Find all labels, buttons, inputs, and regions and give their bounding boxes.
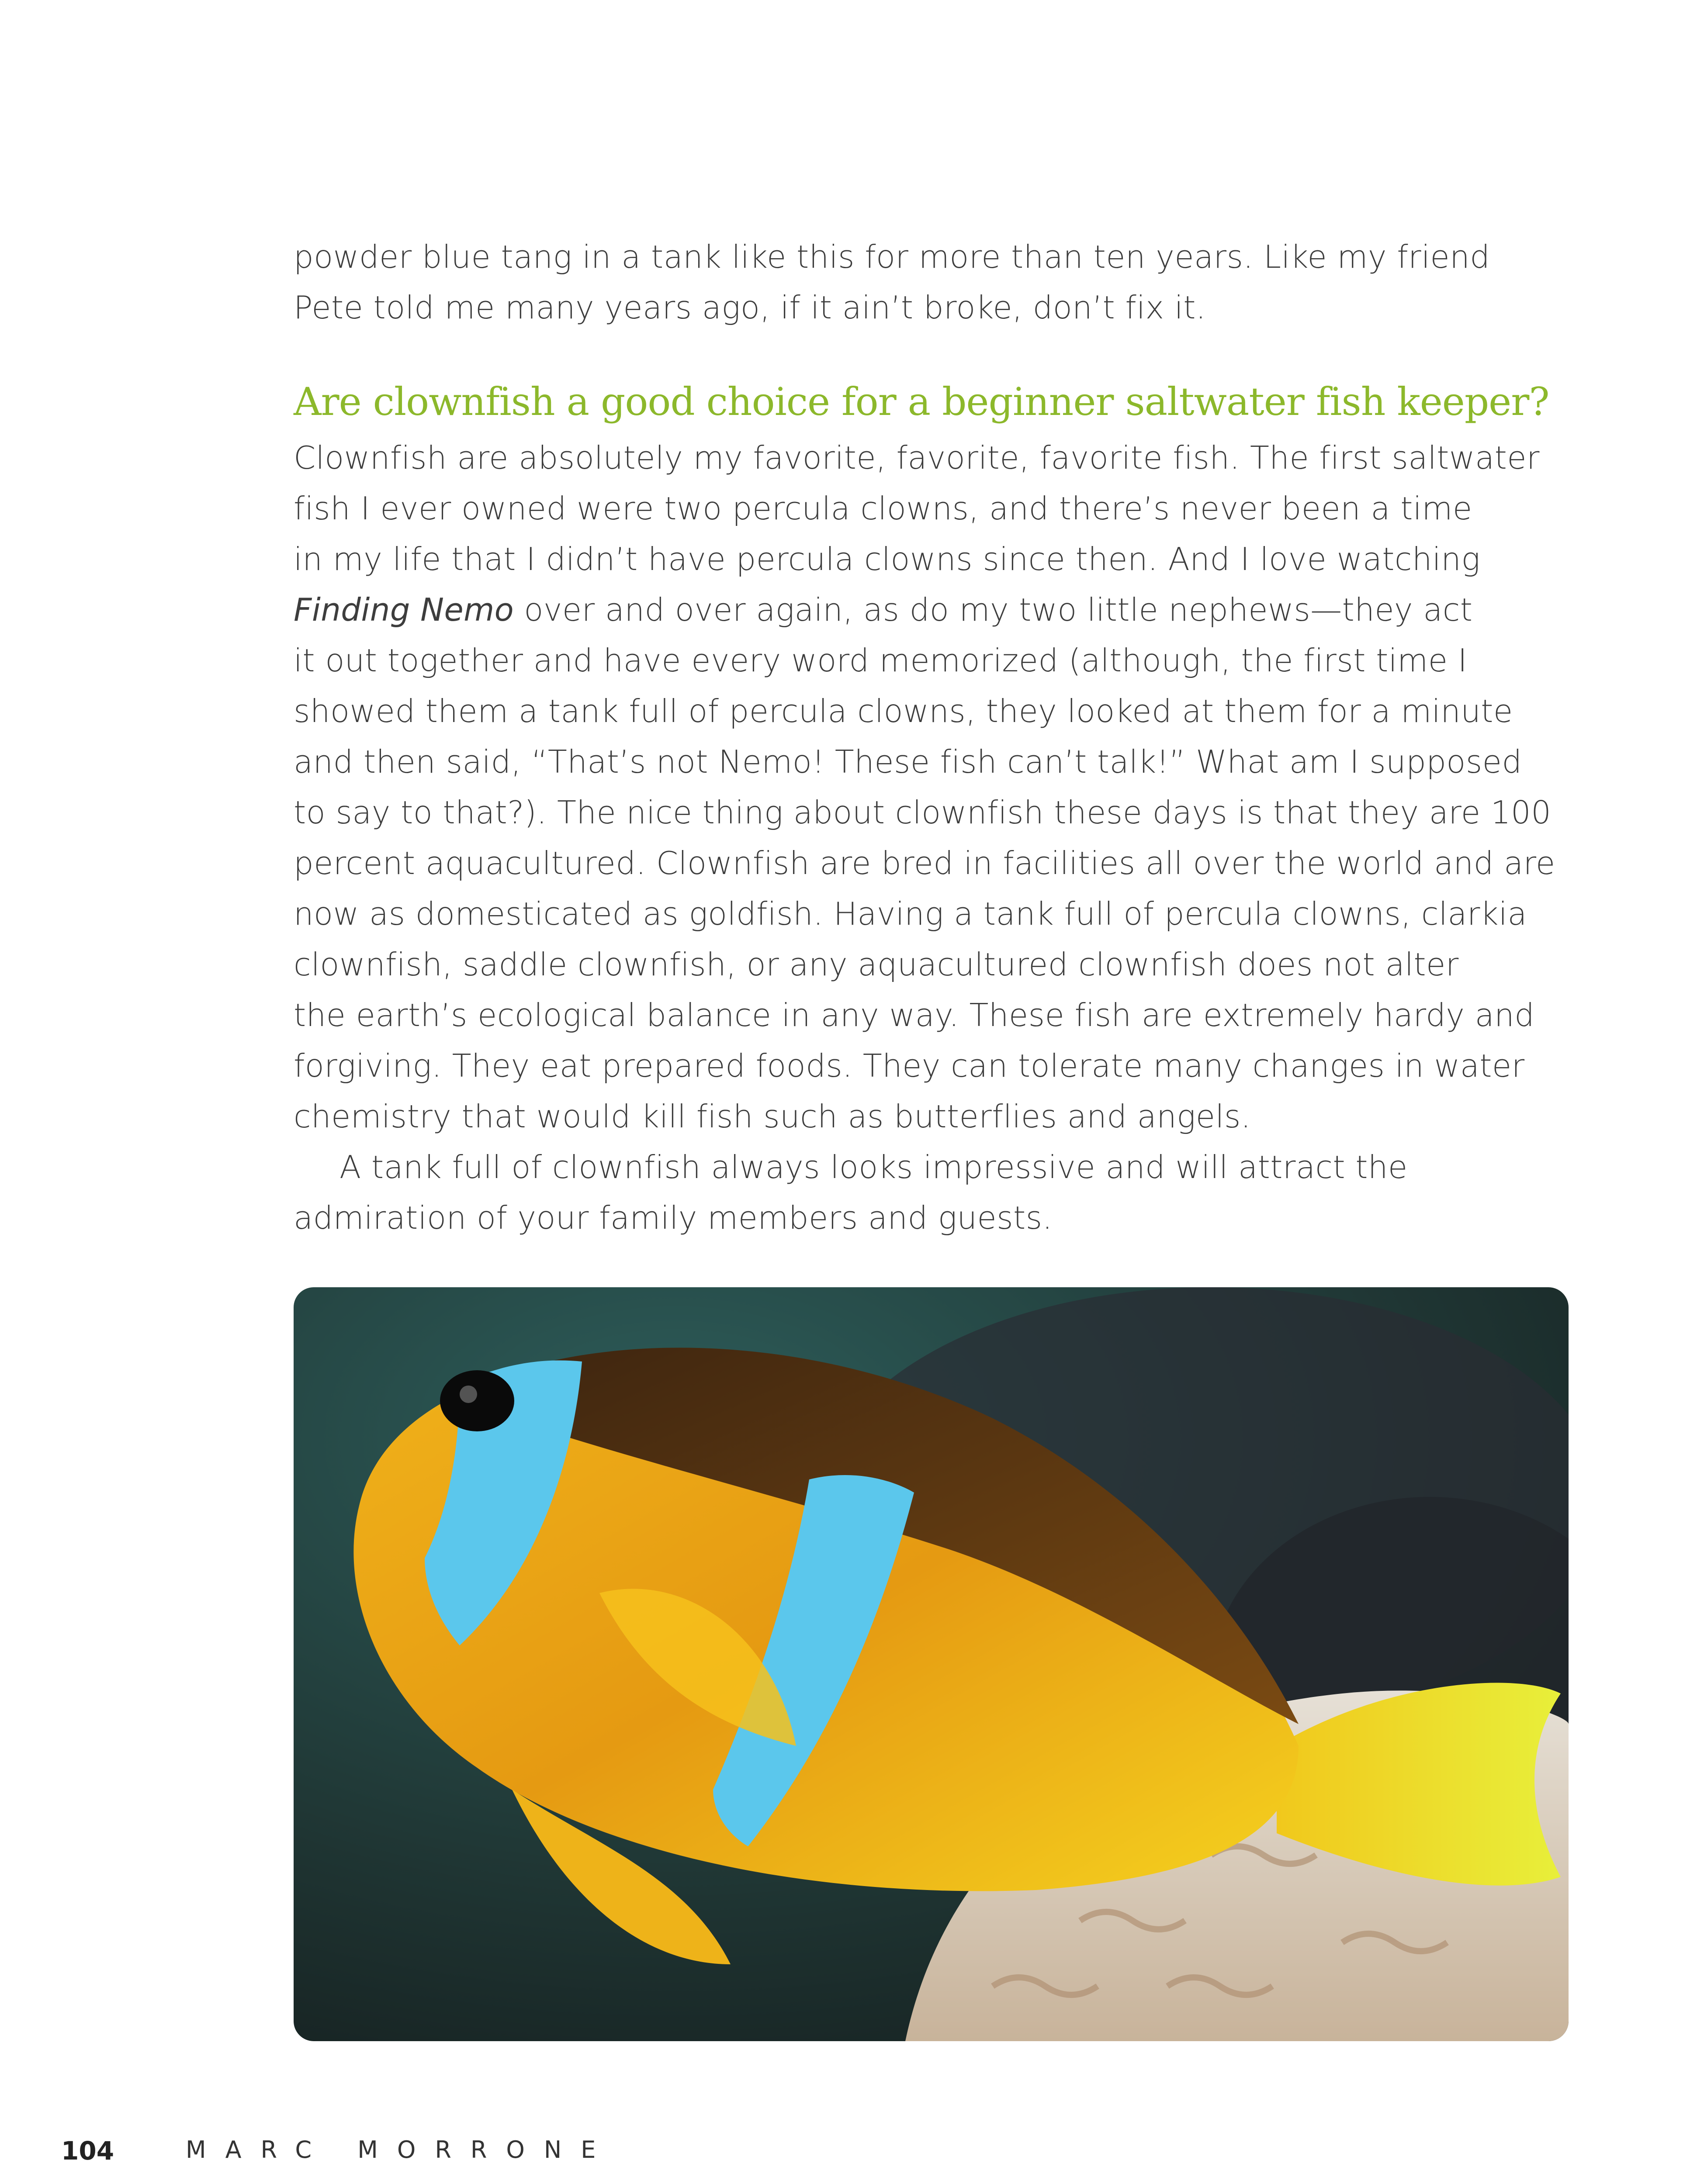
clownfish-illustration [294,1287,1569,2041]
paragraph-1 [294,432,1604,1243]
intro-line: powder blue tang in a tank like this for more than ten years. Like my friend [294,238,1490,275]
body-line: it out together and have every word memorized (although, the first time I [294,642,1468,679]
body-line: chemistry that would kill fish such as butterflies and angels. [294,1098,1251,1135]
body-line: percent aquacultured. Clownfish are bred in facilities all over the world and are [294,845,1555,881]
body-line: clownfish, saddle clownfish, or any aquacultured clownfish does not alter [294,946,1459,983]
body-line [294,584,1604,635]
clownfish-photo [294,1287,1569,2041]
author-running-head: MARC MORRONE [186,2136,615,2163]
body-line-rest: over and over again, as do my two little nephews—they act [514,591,1473,628]
body-line: admiration of your family members and guests. [294,1199,1053,1236]
intro-line: Pete told me many years ago, if it ain’t broke, don’t fix it. [294,289,1206,326]
body-line: and then said, “That’s not Nemo! These fish can’t talk!” What am I supposed [294,743,1522,780]
body-line: the earth’s ecological balance in any way. These fish are extremely hardy and [294,997,1535,1033]
body-line: to say to that?). The nice thing about clownfish these days is that they are 100 [294,794,1552,831]
body-line: forgiving. They eat prepared foods. They can tolerate many changes in water [294,1047,1525,1084]
body-line: fish I ever owned were two percula clowns, and there’s never been a time [294,490,1472,527]
page-number: 104 [61,2136,114,2166]
body-line: in my life that I didn’t have percula clowns since then. And I love watching [294,541,1480,577]
section-heading: Are clownfish a good choice for a beginner saltwater fish keeper? [294,379,1549,424]
intro-text [294,232,1604,333]
body-line: Clownfish are absolutely my favorite, favorite, favorite fish. The first saltwater [294,439,1540,476]
book-title: Finding Nemo [294,591,514,628]
body-line: A tank full of clownfish always looks impressive and will attract the [339,1149,1408,1185]
body-line: now as domesticated as goldfish. Having a tank full of percula clowns, clarkia [294,895,1527,932]
body-line: showed them a tank full of percula clowns, they looked at them for a minute [294,693,1513,729]
